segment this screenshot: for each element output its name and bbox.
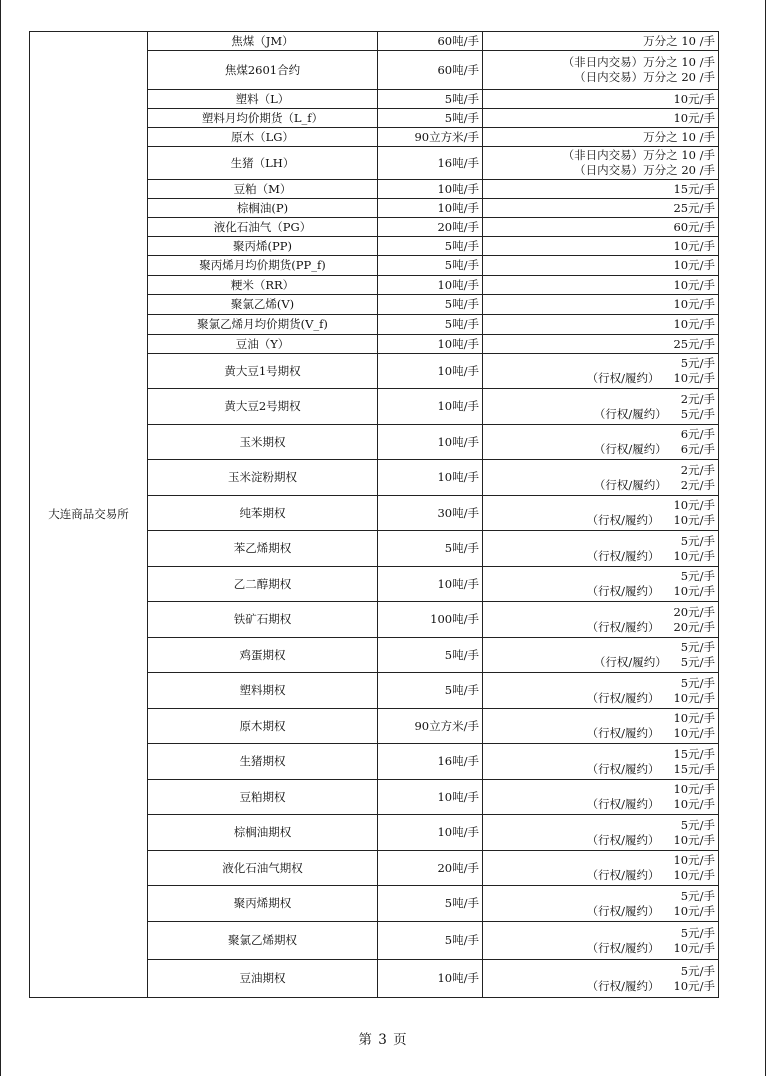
option-fee-cell [483, 709, 719, 744]
product-name-cell: 铁矿石期权 [148, 602, 378, 638]
product-name-cell: 聚丙烯月均价期货(PP_f) [148, 256, 378, 276]
product-name-cell: 玉米期权 [148, 425, 378, 460]
option-fee-cell [483, 460, 719, 496]
product-name-cell: 苯乙烯期权 [148, 531, 378, 567]
exercise-fee: 5元/手 [680, 655, 715, 669]
contract-unit-cell: 5吨/手 [378, 531, 483, 567]
exercise-fee: 10元/手 [673, 903, 715, 918]
fee-line: 万分之 10 /手 [643, 129, 715, 144]
contract-unit-cell: 20吨/手 [378, 851, 483, 886]
exercise-fee: 6元/手 [680, 442, 715, 456]
exercise-label: （行权/履约） [586, 690, 660, 705]
contract-unit-cell: 10吨/手 [378, 960, 483, 998]
product-name-cell: 聚氯乙烯月均价期货(V_f) [148, 315, 378, 335]
product-name-cell: 聚丙烯期权 [148, 886, 378, 922]
option-fee-group [486, 853, 715, 883]
option-fee-group [486, 747, 715, 777]
option-fee-group [486, 392, 715, 422]
contract-unit-cell: 5吨/手 [378, 315, 483, 335]
exercise-label: （行权/履约） [586, 619, 660, 634]
fee-line: 10元/手 [673, 238, 715, 253]
option-fee-cell [483, 744, 719, 780]
contract-unit-cell: 10吨/手 [378, 276, 483, 295]
exercise-label: （行权/履约） [586, 940, 660, 955]
page-border-left [0, 0, 1, 1076]
product-name-cell: 豆粕（M） [148, 180, 378, 199]
option-fee-cell [483, 780, 719, 815]
option-fee-group [486, 640, 715, 670]
option-fee-cell [483, 638, 719, 673]
trade-fee: 2元/手 [680, 391, 715, 406]
contract-unit-cell: 100吨/手 [378, 602, 483, 638]
fee-line: （非日内交易）万分之 10 /手 [562, 148, 715, 162]
trade-fee: 2元/手 [680, 462, 715, 477]
fee-cell [483, 90, 719, 109]
product-name-cell: 乙二醇期权 [148, 567, 378, 602]
option-fee-cell [483, 851, 719, 886]
fee-line: 60元/手 [673, 219, 715, 234]
option-fee-values [673, 534, 715, 564]
fee-cell [483, 128, 719, 147]
option-fee-values [681, 392, 715, 422]
option-fee-group [486, 356, 715, 386]
fee-cell [483, 335, 719, 354]
exercise-label: （行权/履约） [586, 761, 660, 776]
exercise-fee: 15元/手 [673, 761, 715, 776]
exercise-fee: 10元/手 [673, 797, 715, 811]
product-name-cell: 棕榈油(P) [148, 199, 378, 218]
option-fee-group [486, 711, 715, 741]
product-name-cell: 聚氯乙烯(V) [148, 295, 378, 315]
product-name-cell: 豆油期权 [148, 960, 378, 998]
exercise-label: （行权/履约） [593, 477, 667, 492]
fee-cell [483, 199, 719, 218]
exercise-fee: 10元/手 [673, 832, 715, 847]
exercise-label: （行权/履约） [593, 655, 667, 669]
option-fee-group [486, 964, 715, 994]
option-fee-values [673, 356, 715, 386]
fee-line: 25元/手 [673, 200, 715, 215]
trade-fee: 5元/手 [680, 640, 715, 654]
fee-cell [483, 180, 719, 199]
fee-line: 10元/手 [673, 277, 715, 292]
fee-cell [483, 276, 719, 295]
product-name-cell: 聚丙烯(PP) [148, 237, 378, 256]
contract-unit-cell: 5吨/手 [378, 638, 483, 673]
contract-unit-cell: 10吨/手 [378, 815, 483, 851]
contract-unit-cell: 5吨/手 [378, 922, 483, 960]
option-fee-cell [483, 815, 719, 851]
exercise-fee: 10元/手 [673, 940, 715, 955]
option-fee-cell [483, 496, 719, 531]
option-fee-group [486, 463, 715, 493]
trade-fee: 5元/手 [680, 533, 715, 548]
option-fee-cell [483, 960, 719, 998]
contract-unit-cell: 5吨/手 [378, 109, 483, 128]
exercise-fee: 20元/手 [673, 619, 715, 634]
product-name-cell: 塑料（L） [148, 90, 378, 109]
fee-cell [483, 237, 719, 256]
product-name-cell: 豆油（Y） [148, 335, 378, 354]
trade-fee: 20元/手 [673, 604, 715, 619]
option-fee-values [673, 605, 715, 635]
fee-cell [483, 295, 719, 315]
option-fee-values [673, 889, 715, 919]
contract-unit-cell: 20吨/手 [378, 218, 483, 237]
fee-cell [483, 109, 719, 128]
product-name-cell: 黄大豆2号期权 [148, 389, 378, 425]
exercise-fee: 10元/手 [673, 726, 715, 740]
option-fee-values [673, 926, 715, 956]
fee-cell [483, 218, 719, 237]
fee-line: （非日内交易）万分之 10 /手 [562, 55, 715, 69]
exercise-fee: 10元/手 [673, 690, 715, 705]
option-fee-group [486, 926, 715, 956]
contract-unit-cell: 60吨/手 [378, 51, 483, 90]
product-name-cell: 豆粕期权 [148, 780, 378, 815]
option-fee-values [673, 853, 715, 883]
option-fee-cell [483, 673, 719, 709]
exercise-label: （行权/履约） [586, 726, 660, 740]
exercise-fee: 10元/手 [673, 371, 715, 385]
option-fee-values [673, 569, 715, 599]
product-name-cell: 焦煤2601合约 [148, 51, 378, 90]
fee-table [29, 31, 719, 998]
fee-line: （日内交易）万分之 20 /手 [574, 163, 715, 177]
option-fee-group [486, 782, 715, 812]
fee-line: 10元/手 [673, 258, 715, 272]
contract-unit-cell: 10吨/手 [378, 425, 483, 460]
option-fee-group [486, 569, 715, 599]
product-name-cell: 聚氯乙烯期权 [148, 922, 378, 960]
exercise-label: （行权/履约） [586, 797, 660, 811]
contract-unit-cell: 5吨/手 [378, 256, 483, 276]
contract-unit-cell: 10吨/手 [378, 567, 483, 602]
option-fee-cell [483, 531, 719, 567]
option-fee-group [486, 605, 715, 635]
exercise-label: （行权/履约） [586, 978, 660, 993]
contract-unit-cell: 5吨/手 [378, 673, 483, 709]
contract-unit-cell: 30吨/手 [378, 496, 483, 531]
fee-cell [483, 315, 719, 335]
option-fee-values [681, 427, 715, 457]
exercise-fee: 10元/手 [673, 978, 715, 993]
contract-unit-cell: 16吨/手 [378, 147, 483, 180]
option-fee-values [673, 964, 715, 994]
option-fee-values [673, 676, 715, 706]
option-fee-group [486, 818, 715, 848]
fee-line: 10元/手 [673, 91, 715, 106]
exercise-fee: 2元/手 [680, 477, 715, 492]
option-fee-group [486, 676, 715, 706]
contract-unit-cell: 10吨/手 [378, 199, 483, 218]
product-name-cell: 塑料月均价期货（L_f） [148, 109, 378, 128]
option-fee-group [486, 498, 715, 528]
fee-cell [483, 256, 719, 276]
exercise-label: （行权/履约） [586, 371, 660, 385]
product-name-cell: 生猪（LH） [148, 147, 378, 180]
contract-unit-cell: 90立方米/手 [378, 128, 483, 147]
trade-fee: 5元/手 [680, 817, 715, 832]
exercise-label: （行权/履约） [586, 584, 660, 598]
product-name-cell: 原木（LG） [148, 128, 378, 147]
trade-fee: 5元/手 [680, 356, 715, 370]
option-fee-group [486, 534, 715, 564]
exercise-label: （行权/履约） [593, 406, 667, 421]
contract-unit-cell: 10吨/手 [378, 460, 483, 496]
option-fee-cell [483, 602, 719, 638]
option-fee-values [673, 818, 715, 848]
fee-cell [483, 147, 719, 180]
fee-line: （日内交易）万分之 20 /手 [574, 70, 715, 84]
product-name-cell: 生猪期权 [148, 744, 378, 780]
trade-fee: 5元/手 [680, 675, 715, 690]
fee-line: 25元/手 [673, 336, 715, 351]
fee-line: 10元/手 [673, 297, 715, 311]
option-fee-group [486, 427, 715, 457]
fee-cell [483, 51, 719, 90]
product-name-cell: 液化石油气期权 [148, 851, 378, 886]
product-name-cell: 塑料期权 [148, 673, 378, 709]
fee-line: 10元/手 [673, 110, 715, 125]
exercise-label: （行权/履约） [593, 442, 667, 456]
exercise-fee: 10元/手 [673, 868, 715, 882]
table-row [30, 32, 719, 51]
exercise-label: （行权/履约） [586, 513, 660, 527]
contract-unit-cell: 90立方米/手 [378, 709, 483, 744]
product-name-cell: 玉米淀粉期权 [148, 460, 378, 496]
product-name-cell: 液化石油气（PG） [148, 218, 378, 237]
option-fee-cell [483, 886, 719, 922]
option-fee-values [681, 640, 715, 670]
exercise-label: （行权/履约） [586, 548, 660, 563]
fee-table-body [30, 32, 719, 998]
contract-unit-cell: 10吨/手 [378, 335, 483, 354]
fee-line: 10元/手 [673, 317, 715, 331]
exercise-fee: 10元/手 [673, 584, 715, 598]
trade-fee: 15元/手 [673, 746, 715, 761]
contract-unit-cell: 10吨/手 [378, 389, 483, 425]
contract-unit-cell: 5吨/手 [378, 237, 483, 256]
exercise-fee: 10元/手 [673, 513, 715, 527]
option-fee-cell [483, 425, 719, 460]
product-name-cell: 粳米（RR） [148, 276, 378, 295]
contract-unit-cell: 5吨/手 [378, 886, 483, 922]
exchange-name-cell: 大连商品交易所 [30, 32, 148, 998]
exercise-fee: 5元/手 [680, 406, 715, 421]
exercise-label: （行权/履约） [586, 903, 660, 918]
contract-unit-cell: 10吨/手 [378, 354, 483, 389]
product-name-cell: 棕榈油期权 [148, 815, 378, 851]
contract-unit-cell: 16吨/手 [378, 744, 483, 780]
product-name-cell: 原木期权 [148, 709, 378, 744]
option-fee-values [673, 711, 715, 741]
exercise-fee: 10元/手 [673, 548, 715, 563]
trade-fee: 5元/手 [680, 925, 715, 940]
trade-fee: 10元/手 [673, 711, 715, 725]
contract-unit-cell: 10吨/手 [378, 180, 483, 199]
product-name-cell: 焦煤（JM） [148, 32, 378, 51]
option-fee-values [673, 747, 715, 777]
fee-line: 15元/手 [673, 181, 715, 196]
contract-unit-cell: 10吨/手 [378, 780, 483, 815]
option-fee-values [673, 498, 715, 528]
fee-line: 万分之 10 /手 [643, 33, 715, 48]
exercise-label: （行权/履约） [586, 832, 660, 847]
contract-unit-cell: 60吨/手 [378, 32, 483, 51]
option-fee-cell [483, 922, 719, 960]
trade-fee: 10元/手 [673, 853, 715, 867]
product-name-cell: 黄大豆1号期权 [148, 354, 378, 389]
trade-fee: 6元/手 [680, 427, 715, 441]
contract-unit-cell: 5吨/手 [378, 90, 483, 109]
option-fee-cell [483, 567, 719, 602]
page-number: 第 3 页 [358, 1032, 408, 1048]
trade-fee: 10元/手 [673, 782, 715, 796]
fee-cell [483, 32, 719, 51]
option-fee-values [673, 782, 715, 812]
trade-fee: 5元/手 [680, 963, 715, 978]
product-name-cell: 鸡蛋期权 [148, 638, 378, 673]
option-fee-group [486, 889, 715, 919]
option-fee-cell [483, 354, 719, 389]
option-fee-cell [483, 389, 719, 425]
exercise-label: （行权/履约） [586, 868, 660, 882]
trade-fee: 5元/手 [680, 569, 715, 583]
product-name-cell: 纯苯期权 [148, 496, 378, 531]
contract-unit-cell: 5吨/手 [378, 295, 483, 315]
option-fee-values [681, 463, 715, 493]
trade-fee: 10元/手 [673, 498, 715, 512]
trade-fee: 5元/手 [680, 888, 715, 903]
